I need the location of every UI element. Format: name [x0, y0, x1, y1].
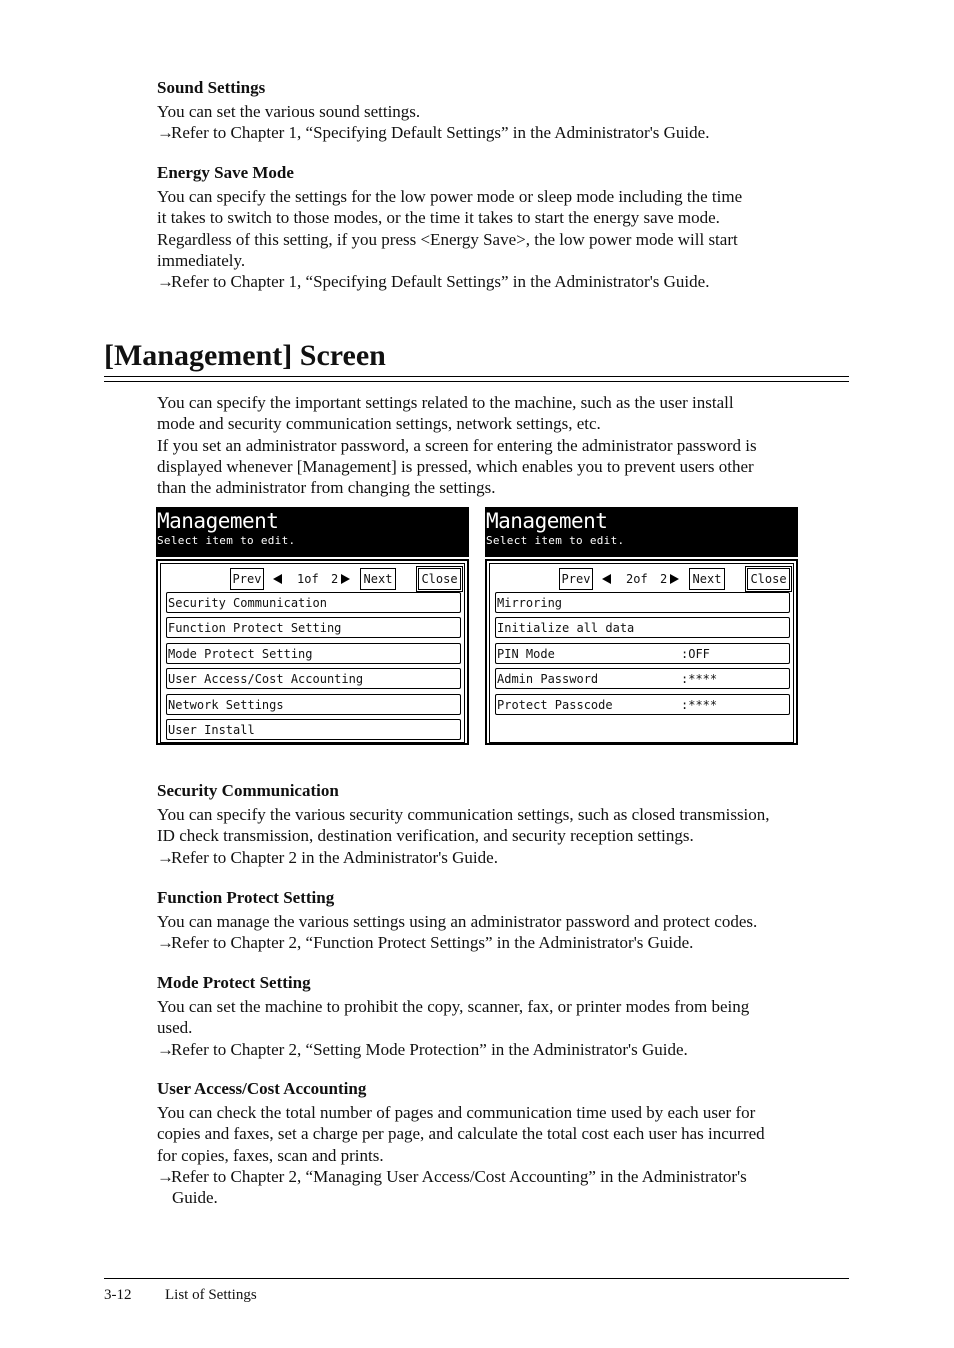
security-communication-section — [157, 780, 857, 868]
mode-protect-title: Mode Protect Setting — [157, 973, 311, 992]
page-total: 2 — [331, 572, 339, 586]
menu-item-value: :**** — [681, 672, 718, 686]
energy-save-line-3: Regardless of this setting, if you press <Energy Save>, the low power mode will start — [157, 229, 738, 249]
intro-line: You can specify the important settings related to the machine, such as the user install — [157, 393, 734, 412]
footer-section-name: List of Settings — [165, 1287, 257, 1303]
security-communication-line: You can specify the various security communication settings, such as closed transmission, — [157, 805, 770, 824]
menu-item-user-install[interactable] — [166, 719, 461, 740]
arrow-icon: → — [157, 272, 174, 292]
management-screen-page-2 — [485, 507, 798, 743]
panel-subtitle: Select item to edit. — [486, 534, 625, 547]
mode-protect-section — [157, 972, 857, 1060]
security-communication-title: Security Communication — [157, 781, 339, 800]
management-screen-page-1 — [156, 507, 469, 743]
user-access-line: for copies, faxes, scan and prints. — [157, 1145, 384, 1165]
arrow-left-icon — [602, 574, 611, 584]
intro-paragraph — [157, 392, 857, 498]
menu-item-security-communication[interactable] — [166, 592, 461, 613]
page-total: 2 — [660, 572, 668, 586]
close-button[interactable]: Close — [418, 568, 461, 590]
intro-line: displayed whenever [Management] is pressed, which enables you to prevent users other — [157, 456, 754, 476]
sound-settings-text: You can set the various sound settings. — [157, 102, 421, 121]
menu-item-label: Initialize all data — [497, 621, 635, 635]
function-protect-title: Function Protect Setting — [157, 888, 335, 907]
sound-settings-ref: Refer to Chapter 1, “Specifying Default Settings” in the Administrator's Guide. — [171, 123, 710, 143]
user-access-ref: Refer to Chapter 2, “Managing User Access/Cost Accounting” in the Administrator's — [171, 1166, 747, 1186]
user-access-line: copies and faxes, set a charge per page, and calculate the total cost each user has incurred — [157, 1124, 765, 1144]
page-indicator: 2of — [626, 572, 648, 586]
energy-save-line-4: immediately. — [157, 250, 246, 270]
sound-settings-title: Sound Settings — [157, 78, 266, 97]
next-button[interactable]: Next — [689, 568, 725, 590]
next-button[interactable]: Next — [360, 568, 396, 590]
user-access-title: User Access/Cost Accounting — [157, 1079, 367, 1098]
function-protect-ref: Refer to Chapter 2, “Function Protect Settings” in the Administrator's Guide. — [171, 933, 694, 953]
page-indicator: 1of — [297, 572, 319, 586]
arrow-icon: → — [157, 933, 174, 953]
menu-item-label: PIN Mode — [497, 647, 555, 661]
user-access-ref-cont: Guide. — [172, 1187, 218, 1207]
arrow-left-icon — [273, 574, 282, 584]
user-access-section — [157, 1078, 857, 1208]
panel-title: Management — [486, 509, 608, 533]
menu-item-label: Protect Passcode — [497, 698, 613, 712]
menu-item-label: Mode Protect Setting — [168, 647, 313, 661]
arrow-right-icon — [670, 574, 679, 584]
heading-rule-bottom — [104, 381, 849, 382]
intro-line: than the administrator from changing the settings. — [157, 478, 496, 498]
menu-item-label: User Install — [168, 723, 255, 737]
intro-line: mode and security communication settings, network settings, etc. — [157, 414, 601, 434]
security-communication-ref: Refer to Chapter 2 in the Administrator's Guide. — [171, 847, 498, 867]
security-communication-line: ID check transmission, destination verification, and security reception settings. — [157, 826, 694, 846]
menu-item-label: Admin Password — [497, 672, 599, 686]
footer-rule — [104, 1278, 849, 1279]
menu-item-label: Function Protect Setting — [168, 621, 342, 635]
mode-protect-line: used. — [157, 1018, 193, 1038]
panel-subtitle: Select item to edit. — [157, 534, 296, 547]
menu-item-value: :OFF — [681, 647, 710, 661]
menu-item-mode-protect-setting[interactable] — [166, 643, 461, 664]
energy-save-title: Energy Save Mode — [157, 163, 294, 182]
panel-title: Management — [157, 509, 279, 533]
energy-save-section — [157, 162, 857, 292]
panel-header — [485, 507, 798, 557]
panel-list — [489, 563, 794, 743]
menu-item-label: Network Settings — [168, 698, 284, 712]
arrow-icon: → — [157, 847, 174, 867]
menu-item-label: Security Communication — [168, 596, 327, 610]
menu-item-mirroring[interactable] — [495, 592, 790, 613]
arrow-icon: → — [157, 1039, 174, 1059]
intro-line: If you set an administrator password, a screen for entering the administrator password is — [157, 435, 757, 455]
menu-item-pin-mode[interactable] — [495, 643, 790, 664]
menu-item-admin-password[interactable] — [495, 668, 790, 689]
energy-save-line-2: it takes to switch to those modes, or the time it takes to start the energy save mode. — [157, 208, 720, 228]
energy-save-line-1: You can specify the settings for the low power mode or sleep mode including the time — [157, 187, 743, 206]
arrow-right-icon — [341, 574, 350, 584]
menu-item-protect-passcode[interactable] — [495, 694, 790, 715]
menu-item-function-protect-setting[interactable] — [166, 617, 461, 638]
user-access-line: You can check the total number of pages and communication time used by each user for — [157, 1103, 756, 1122]
menu-item-label: User Access/Cost Accounting — [168, 672, 364, 686]
page-heading: [Management] Screen — [104, 339, 386, 372]
footer-page-number: 3-12 — [104, 1287, 132, 1303]
mode-protect-ref: Refer to Chapter 2, “Setting Mode Protection” in the Administrator's Guide. — [171, 1039, 688, 1059]
menu-item-network-settings[interactable] — [166, 694, 461, 715]
function-protect-line: You can manage the various settings using an administrator password and protect codes. — [157, 912, 758, 931]
mode-protect-line: You can set the machine to prohibit the copy, scanner, fax, or printer modes from being — [157, 997, 750, 1016]
heading-rule-top — [104, 376, 849, 377]
panel-body — [156, 559, 469, 745]
arrow-icon: → — [157, 1166, 174, 1186]
panel-body — [485, 559, 798, 745]
menu-item-user-access-cost-accounting[interactable] — [166, 668, 461, 689]
sound-settings-section — [157, 77, 857, 143]
prev-button[interactable]: Prev — [559, 568, 593, 590]
panel-header — [156, 507, 469, 557]
close-button[interactable]: Close — [747, 568, 790, 590]
menu-item-label: Mirroring — [497, 596, 563, 610]
prev-button[interactable]: Prev — [230, 568, 264, 590]
function-protect-section — [157, 887, 857, 953]
panel-list — [160, 563, 465, 743]
arrow-icon: → — [157, 123, 174, 143]
menu-item-initialize-all-data[interactable] — [495, 617, 790, 638]
menu-item-value: :**** — [681, 698, 718, 712]
energy-save-ref: Refer to Chapter 1, “Specifying Default Settings” in the Administrator's Guide. — [171, 272, 710, 292]
